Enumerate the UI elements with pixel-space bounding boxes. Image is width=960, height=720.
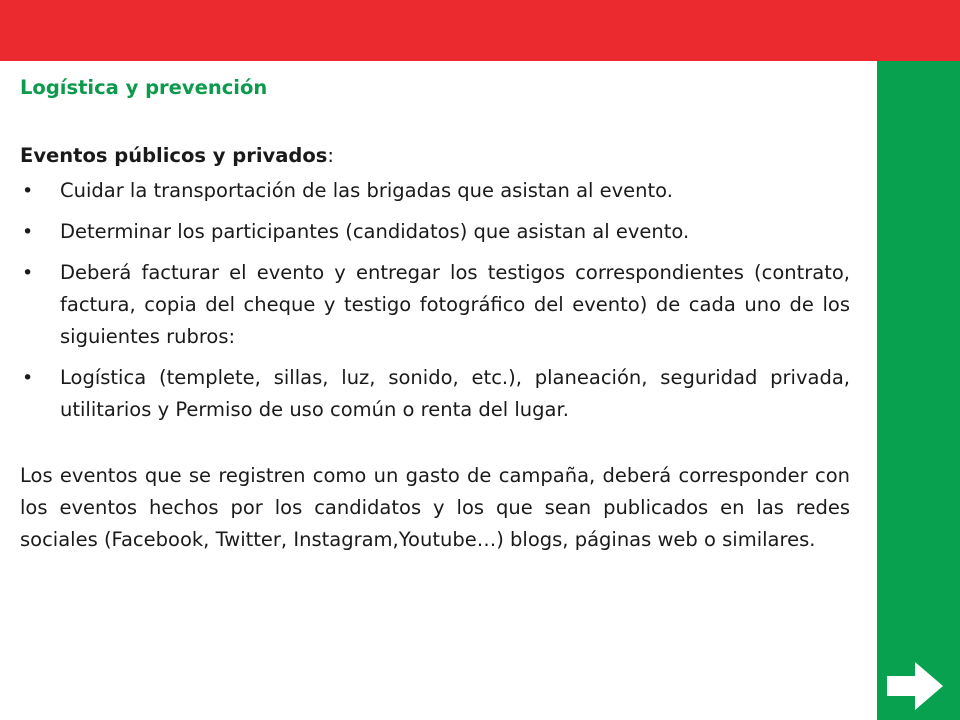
bullet-text: Deberá facturar el evento y entregar los testigos correspondientes (contrato, factura, copia del cheque y testigo fotográfico del evento) de cada uno de los siguientes rubros: [60,261,850,348]
closing-paragraph: Los eventos que se registren como un gasto de campaña, deberá corresponder con los eventos hechos por los candidatos y los que sean publicados en las redes sociales (Facebook, Twitter, Instagram,Youtube…) blogs, páginas web o similares. [20,464,850,551]
bullet-item [20,257,850,353]
bullet-text: Logística (templete, sillas, luz, sonido, etc.), planeación, seguridad privada, utilitarios y Permiso de uso común o renta del lugar. [60,366,850,421]
bullet-text: Cuidar la transportación de las brigadas que asistan al evento. [60,179,673,202]
subtitle-colon: : [327,144,334,167]
bullet-item [20,216,850,248]
bullet-item [20,362,850,426]
bullet-dot: • [22,262,34,284]
bullet-text: Determinar los participantes (candidatos) que asistan al evento. [60,220,690,243]
bullet-dot: • [22,367,34,389]
bullet-dot: • [22,221,34,243]
subtitle [20,140,850,172]
bullet-item [20,175,850,207]
right-arrow-shape [887,662,943,710]
right-arrow-icon[interactable] [887,662,943,710]
side-color-bar [877,61,960,720]
slide-content [20,70,850,556]
bullet-list [20,175,850,426]
section-title: Logística y prevención [20,76,268,99]
top-color-bar [0,0,960,61]
bullet-dot: • [22,180,34,202]
subtitle-text: Eventos públicos y privados [20,144,328,167]
